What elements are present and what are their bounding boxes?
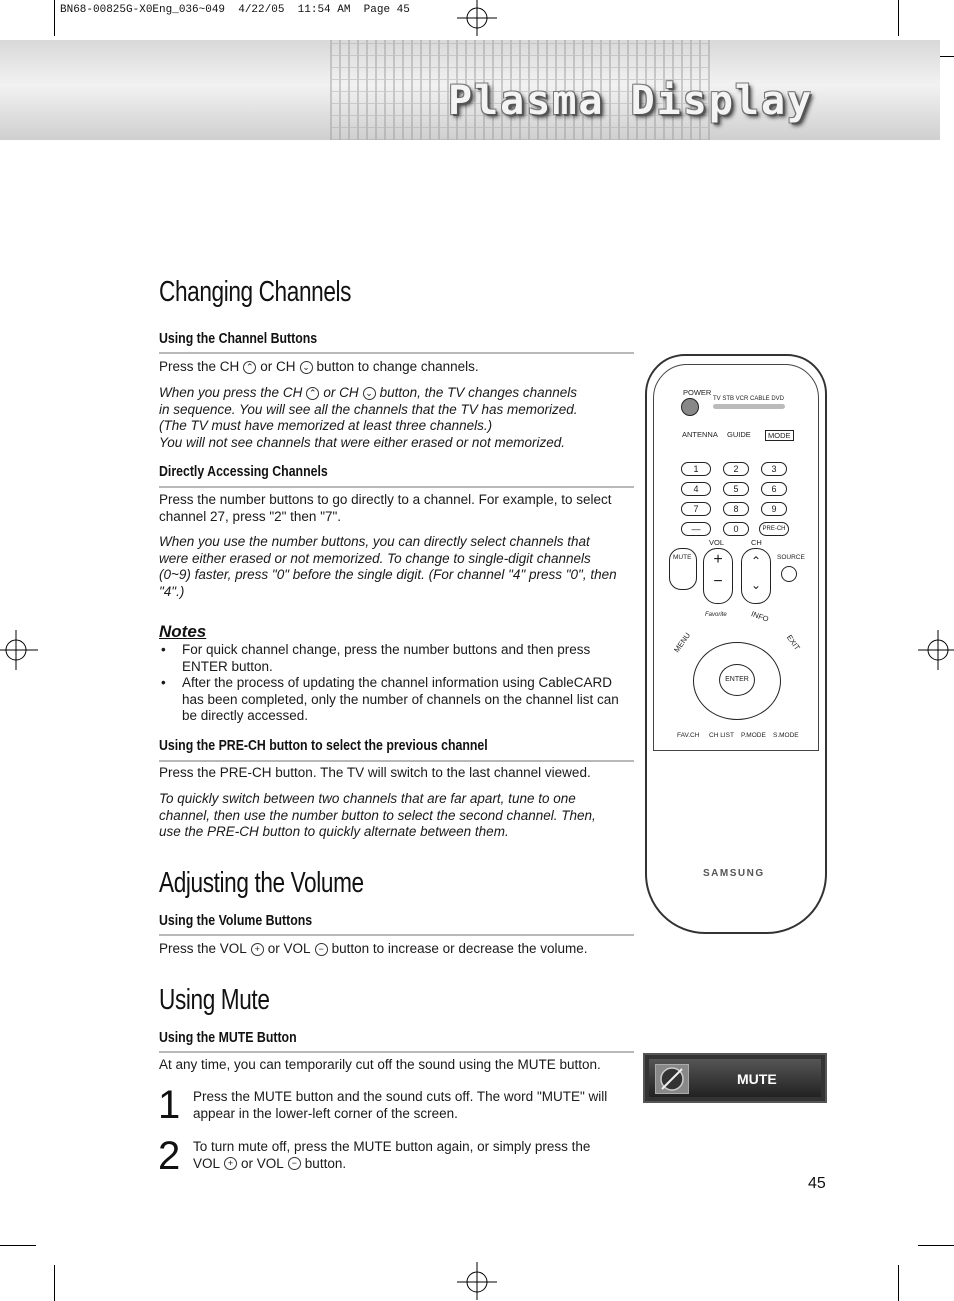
notes-heading: Notes: [159, 622, 207, 641]
key-9: 9: [761, 502, 787, 516]
remote-label-source: SOURCE: [777, 554, 805, 561]
paragraph: [159, 941, 634, 958]
vol-down-icon: −: [315, 943, 328, 956]
crop-mark: [898, 1265, 899, 1301]
page-number: 45: [808, 1175, 826, 1192]
text: Press the VOL: [159, 941, 247, 956]
divider: [159, 1051, 634, 1053]
text: or VOL: [241, 1155, 284, 1171]
registration-mark-icon: [457, 0, 497, 36]
text: VOL: [193, 1155, 221, 1171]
text: or VOL: [267, 941, 311, 956]
remote-label-ch: CH: [751, 538, 762, 547]
remote-brand-logo: SAMSUNG: [703, 868, 765, 879]
header-banner: [0, 40, 940, 140]
mode-bar: [713, 404, 785, 409]
list-item: • For quick channel change, press the number buttons and then press ENTER button.: [161, 642, 591, 674]
text: You will not see channels that were either erased or not memorized.: [159, 434, 565, 450]
text: button to increase or decrease the volume.: [331, 941, 588, 956]
paragraph-note: [159, 385, 634, 451]
step-text: [193, 1139, 623, 1172]
text: (The TV must have memorized at least three channels.): [159, 418, 493, 433]
ch-up-icon: ⌃: [306, 387, 319, 400]
step-text: Press the MUTE button and the sound cuts off. The word "MUTE" will appear in the lower-left corner of the screen.: [193, 1089, 608, 1121]
key-3: 3: [761, 462, 787, 476]
vol-up-icon: +: [224, 1157, 237, 1170]
remote-label-smode: S.MODE: [773, 732, 799, 739]
ch-up-icon: ⌃: [243, 361, 256, 374]
text: For quick channel change, press the number buttons and then press ENTER button.: [182, 642, 591, 674]
power-button-icon: [681, 398, 699, 416]
banner-title: Plasma Display: [448, 78, 814, 124]
key-prech: PRE-CH: [759, 522, 789, 536]
step-number: 1: [158, 1083, 181, 1127]
remote-label-power: POWER: [683, 388, 712, 397]
paragraph: Press the PRE-CH button. The TV will switch to the last channel viewed.: [159, 765, 591, 780]
subheading-volume-buttons: Using the Volume Buttons: [159, 913, 313, 929]
remote-label-mute: MUTE: [673, 554, 692, 561]
remote-label-pmode: P.MODE: [741, 732, 766, 739]
key-5: 5: [723, 482, 749, 496]
registration-mark-icon: [0, 630, 40, 670]
paragraph: At any time, you can temporarily cut off the sound using the MUTE button.: [159, 1057, 601, 1072]
subheading-mute-button: Using the MUTE Button: [159, 1030, 297, 1046]
remote-label-menu: MENU: [672, 630, 693, 655]
enter-button-icon: ENTER: [719, 664, 755, 696]
source-button-icon: [781, 566, 797, 582]
paragraph: [159, 359, 634, 376]
remote-label-guide: GUIDE: [727, 430, 751, 439]
text: in sequence. You will see all the channels that the TV has memorized.: [159, 401, 578, 417]
key-2: 2: [723, 462, 749, 476]
key-4: 4: [681, 482, 711, 496]
divider: [159, 934, 634, 936]
paragraph-note: When you use the number buttons, you can directly select channels that were either erased or not memorized. To change to single-digit channels (0~9) faster, press "0" before the single digit. (For channel "4" press "0", then "4".): [159, 534, 617, 599]
key-8: 8: [723, 502, 749, 516]
registration-mark-icon: [457, 1262, 497, 1300]
remote-label-antenna: ANTENNA: [682, 430, 718, 439]
vol-up-icon: +: [251, 943, 264, 956]
key-1: 1: [681, 462, 711, 476]
registration-mark-icon: [916, 630, 954, 670]
section-title-changing-channels: Changing Channels: [159, 276, 352, 308]
key-7: 7: [681, 502, 711, 516]
text: After the process of updating the channel information using CableCARD has been completed, only the number of channels on the channel list can be directly accessed.: [182, 675, 619, 723]
crop-mark: [918, 1245, 954, 1246]
ch-down-icon: ⌄: [300, 361, 313, 374]
paragraph: Press the number buttons to go directly to a channel. For example, to select channel 27, press "2" then "7".: [159, 492, 612, 524]
crop-mark: [898, 0, 899, 36]
notes-list: [159, 642, 634, 725]
remote-control-illustration: [645, 354, 827, 934]
divider: [159, 352, 634, 354]
osd-mute-label: MUTE: [737, 1071, 777, 1087]
print-header: BN68-00825G-X0Eng_036~049 4/22/05 11:54 AM Page 45: [60, 4, 410, 16]
ch-down-icon: ⌄: [363, 387, 376, 400]
text: To turn mute off, press the MUTE button again, or simply press the: [193, 1139, 591, 1154]
vol-down-icon: −: [288, 1157, 301, 1170]
step-number: 2: [158, 1134, 181, 1178]
remote-label-favch: FAV.CH: [677, 732, 700, 739]
paragraph-note: To quickly switch between two channels that are far apart, tune to one channel, then use the number button to select the second channel. Then, use the PRE-CH button to quickly alternate between them.: [159, 791, 596, 839]
section-title-mute: Using Mute: [159, 984, 270, 1016]
crop-mark: [54, 1265, 55, 1301]
text: button, the TV changes channels: [379, 385, 577, 400]
osd-panel: [649, 1059, 821, 1097]
text: or CH: [323, 385, 359, 400]
ch-rocker-icon: ⌃ ⌄: [741, 548, 771, 604]
text: When you press the CH: [159, 385, 303, 400]
mute-speaker-icon: [655, 1064, 689, 1094]
remote-label-info: INFO: [750, 609, 770, 624]
key-6: 6: [761, 482, 787, 496]
divider: [159, 486, 634, 488]
crop-mark: [54, 0, 55, 36]
remote-label-modes: TV STB VCR CABLE DVD: [713, 396, 785, 402]
subheading-direct-access: Directly Accessing Channels: [159, 464, 328, 480]
remote-label-chlist: CH LIST: [709, 732, 734, 739]
remote-label-favorite: Favorite: [705, 612, 727, 618]
text: button to change channels.: [316, 359, 479, 374]
remote-label-vol: VOL: [709, 538, 725, 547]
mute-osd-graphic: [643, 1053, 827, 1103]
remote-label-exit: EXIT: [784, 633, 802, 652]
key-0: 0: [723, 522, 749, 536]
key-dash: —: [681, 522, 711, 536]
text: button.: [304, 1155, 347, 1171]
divider: [159, 760, 634, 762]
vol-rocker-icon: + −: [703, 548, 733, 604]
text: or CH: [260, 359, 296, 374]
crop-mark: [0, 1245, 36, 1246]
subheading-prech: Using the PRE-CH button to select the previous channel: [159, 738, 488, 754]
list-item: • After the process of updating the channel information using CableCARD has been completed, only the number of channels on the channel list can be directly accessed.: [161, 675, 619, 723]
subheading-channel-buttons: Using the Channel Buttons: [159, 331, 318, 347]
text: Press the CH: [159, 359, 240, 374]
section-title-volume: Adjusting the Volume: [159, 867, 364, 899]
remote-label-mode: MODE: [765, 430, 794, 441]
